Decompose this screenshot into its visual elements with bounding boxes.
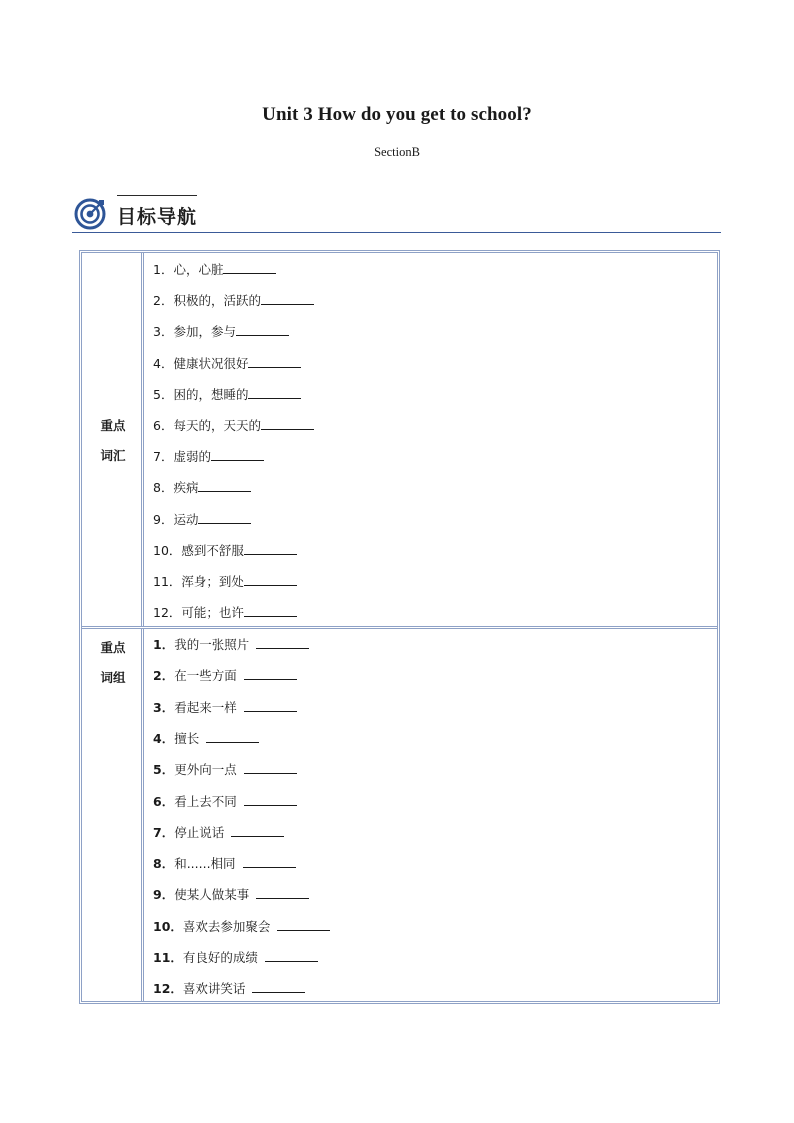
answer-blank[interactable] bbox=[244, 604, 297, 617]
item-number: 4． bbox=[153, 730, 175, 746]
item-number: 10． bbox=[153, 542, 182, 558]
vocab-label bbox=[82, 411, 144, 471]
answer-blank[interactable] bbox=[244, 573, 297, 586]
answer-blank[interactable] bbox=[244, 793, 297, 806]
phrase-item bbox=[153, 793, 297, 811]
phrase-item bbox=[153, 667, 297, 685]
section-heading: 目标导航 bbox=[117, 206, 198, 228]
phrase-item bbox=[153, 824, 284, 842]
phrase-label-line2: 词组 bbox=[100, 670, 126, 685]
phrase-item bbox=[153, 918, 330, 936]
vocab-item bbox=[153, 479, 251, 497]
vocab-item bbox=[153, 511, 251, 529]
answer-blank[interactable] bbox=[198, 511, 251, 524]
item-number: 8． bbox=[153, 480, 174, 496]
vocab-item bbox=[153, 323, 289, 341]
phrase-item bbox=[153, 761, 297, 779]
answer-blank[interactable] bbox=[256, 886, 309, 899]
document-subtitle: SectionB bbox=[374, 145, 420, 159]
phrase-item bbox=[153, 949, 318, 967]
item-text: 健康状况很好 bbox=[173, 355, 249, 371]
item-text: 看上去不同 bbox=[174, 793, 237, 809]
answer-blank[interactable] bbox=[248, 355, 301, 368]
answer-blank[interactable] bbox=[211, 448, 264, 461]
item-text: 看起来一样 bbox=[174, 699, 237, 715]
item-text: 困的，想睡的 bbox=[173, 386, 249, 402]
vocab-item bbox=[153, 448, 264, 466]
item-text: 感到不舒服 bbox=[181, 542, 244, 558]
item-number: 9． bbox=[153, 887, 175, 903]
answer-blank[interactable] bbox=[223, 261, 276, 274]
item-text: 积极的，活跃的 bbox=[173, 293, 261, 309]
target-icon bbox=[74, 197, 107, 230]
answer-blank[interactable] bbox=[244, 761, 297, 774]
item-number: 4． bbox=[153, 355, 174, 371]
document-title: Unit 3 How do you get to school? bbox=[262, 104, 532, 125]
item-number: 6． bbox=[153, 418, 174, 433]
item-number: 9． bbox=[153, 511, 174, 527]
item-number: 3． bbox=[153, 324, 174, 340]
item-number: 5． bbox=[153, 386, 174, 402]
answer-blank[interactable] bbox=[198, 479, 251, 492]
item-number: 10． bbox=[153, 918, 183, 934]
item-number: 6． bbox=[153, 793, 175, 809]
answer-blank[interactable] bbox=[256, 636, 309, 649]
phrase-item bbox=[153, 855, 296, 873]
answer-blank[interactable] bbox=[261, 292, 314, 305]
answer-blank[interactable] bbox=[236, 323, 289, 336]
item-number: 3． bbox=[153, 699, 175, 715]
item-number: 1． bbox=[153, 262, 174, 277]
answer-blank[interactable] bbox=[244, 699, 297, 712]
item-text: 和......相同 bbox=[174, 856, 236, 872]
item-number: 7． bbox=[153, 824, 175, 840]
vocab-item bbox=[153, 604, 297, 622]
vocab-item bbox=[153, 573, 297, 591]
answer-blank[interactable] bbox=[248, 386, 301, 399]
item-number: 8． bbox=[153, 856, 175, 872]
item-text: 可能；也许 bbox=[181, 605, 244, 621]
vocab-item bbox=[153, 542, 297, 560]
phrase-label bbox=[82, 633, 144, 693]
item-text: 在一些方面 bbox=[174, 668, 237, 684]
item-number: 11． bbox=[153, 950, 183, 965]
item-text: 我的一张照片 bbox=[174, 637, 250, 652]
phrase-item bbox=[153, 699, 297, 717]
answer-blank[interactable] bbox=[265, 949, 318, 962]
item-text: 喜欢讲笑话 bbox=[182, 981, 246, 997]
phrase-item bbox=[153, 980, 305, 998]
item-number: 2． bbox=[153, 293, 174, 309]
item-number: 11． bbox=[153, 574, 182, 589]
item-number: 7． bbox=[153, 449, 174, 465]
heading-overline bbox=[117, 195, 197, 196]
vocab-item bbox=[153, 417, 314, 435]
answer-blank[interactable] bbox=[261, 417, 314, 430]
item-text: 每天的，天天的 bbox=[173, 418, 261, 433]
item-text: 虚弱的 bbox=[173, 449, 211, 465]
item-text: 停止说话 bbox=[174, 824, 225, 840]
vocab-item bbox=[153, 355, 301, 373]
item-text: 使某人做某事 bbox=[174, 887, 250, 903]
phrase-item bbox=[153, 730, 259, 748]
answer-blank[interactable] bbox=[252, 980, 305, 993]
vocab-table bbox=[79, 250, 720, 1004]
vocab-label-line1: 重点 bbox=[100, 418, 126, 433]
phrase-row bbox=[82, 629, 717, 1001]
answer-blank[interactable] bbox=[243, 855, 296, 868]
phrase-label-line1: 重点 bbox=[100, 640, 126, 655]
item-number: 2． bbox=[153, 668, 175, 684]
vocab-label-line2: 词汇 bbox=[100, 448, 126, 463]
item-number: 12． bbox=[153, 605, 182, 621]
item-text: 喜欢去参加聚会 bbox=[182, 918, 271, 934]
item-text: 擅长 bbox=[174, 730, 200, 746]
item-text: 运动 bbox=[173, 511, 199, 527]
answer-blank[interactable] bbox=[277, 918, 330, 931]
answer-blank[interactable] bbox=[244, 667, 297, 680]
phrase-item bbox=[153, 886, 309, 904]
vocab-item bbox=[153, 386, 301, 404]
answer-blank[interactable] bbox=[231, 824, 284, 837]
item-text: 有良好的成绩 bbox=[182, 950, 258, 965]
answer-blank[interactable] bbox=[244, 542, 297, 555]
phrase-label-cell bbox=[82, 629, 144, 1001]
vocab-row bbox=[82, 253, 717, 629]
item-text: 浑身；到处 bbox=[181, 574, 244, 589]
item-text: 参加，参与 bbox=[173, 324, 236, 340]
item-text: 疾病 bbox=[173, 480, 199, 496]
answer-blank[interactable] bbox=[206, 730, 259, 743]
heading-divider bbox=[72, 232, 721, 233]
item-number: 12． bbox=[153, 981, 183, 997]
vocab-item bbox=[153, 292, 314, 310]
vocab-item bbox=[153, 261, 276, 279]
item-text: 更外向一点 bbox=[174, 762, 237, 778]
item-number: 1． bbox=[153, 637, 175, 652]
phrase-item bbox=[153, 636, 309, 654]
item-text: 心，心脏 bbox=[173, 262, 224, 277]
vocab-label-cell bbox=[82, 253, 144, 626]
item-number: 5． bbox=[153, 762, 175, 778]
